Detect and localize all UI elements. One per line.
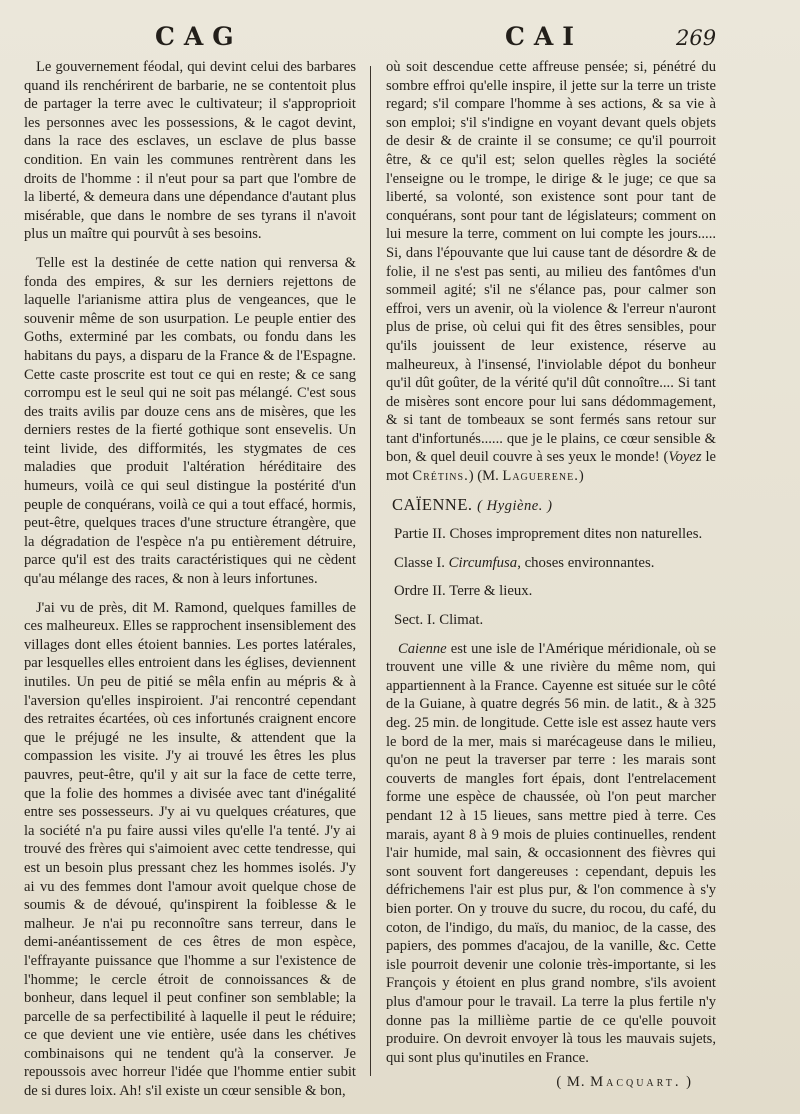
- entry-subject: ( Hygiène. ): [477, 497, 553, 514]
- classe-latin: Circumfusa: [448, 554, 518, 571]
- column-divider: [370, 66, 371, 1076]
- author-signature: [386, 1073, 716, 1092]
- paragraph-cayenne: [386, 640, 716, 1068]
- entry-title: CAÏENNE.: [392, 494, 473, 514]
- paragraph-feudal-government: Le gouvernement féodal, qui devint celui des barbares quand ils renchérirent de barbarie, ne se contentoit plus de partager la terre avec le cultivateur; il s'approprioit les personnes avec les possessions, & le cagot devint, dans la race des esclaves, un esclave de plus basse condition. En vain les communes rentrèrent dans les droits de l'homme : il n'eut pour sa part que l'ombre de la liberté, & demeura dans une dépendance d'autant plus misérable, que dans le nombre de ses tyrans il n'avoit plus un maître qui pourvût à ses besoins.: [24, 59, 356, 243]
- running-head-right: CAI: [505, 22, 583, 51]
- author-close: ): [681, 1074, 692, 1091]
- classe-prefix: Classe I.: [394, 554, 449, 571]
- cayenne-description: est une isle de l'Amérique méridionale, où se trouvent une ville & une rivière du même nom, qui appartiennent à la France. Cayenne est située sur le côté de la Guiane, à quatre degrés 56 min. de latit., & à 325 deg. 25 min. de longitude. Cette isle est assez haute vers le bord de la mer, mais si marécageuse dans le milieu, qu'on ne peut la traverser par terre : les marais sont couverts de mangles fort épais, dont l'entrelacement forme une espèce de chaussée, où l'on peut marcher pendant 12 à 15 lieues, sans mettre pied à terre. Ces marais, ayant 8 à 9 mois de pluies continuelles, rendent l'air humide, mal sain, & occasionnent des fièvres qui sont souvent fort dangereuses : cependant, depuis les défrichemens l'air est plus pur, & l'on commence à s'y bien porter. On y trouve du sucre, du rocou, du café, du coton, de l'indigo, du maïs, du manioc, de la casse, des papiers, des pommes d'acajou, de la vanille, &c. Cette isle pourroit devenir une colonie très-importante, si les François y étoient en plus grand nombre, s'ils avoient plus d'amour pour le travail. La terre la plus fertile n'y donne pas la millième partie de ce qu'elle pouvoit produire. On devroit envoyer là tous les mauvais sujets, qui sont plus qu'inutiles en France.: [386, 640, 716, 1066]
- cross-reference-term: Crétins.: [412, 468, 469, 485]
- author-macquart: Macquart.: [590, 1074, 682, 1091]
- paragraph-gothic-nation: Telle est la destinée de cette nation qui renversa & fonda des empires, & sur les derniers rejettons de laquelle l'arianisme attira plus de vengeances, que le souvenir même de son usurpation. Le peuple entier des Goths, exterminé par les combats, ou fondu dans les habitans du pays, a disparu de la France & de l'Espagne. Cette caste proscrite est tout ce qui en reste; & ce sang corrompu est le seul qui ne soit pas mélangé. C'est sous des traits avilis par douze cens ans de misères, que les derniers restes de la fierté gothique sont ensevelis. Un teint livide, des difformités, les stygmates de ces maladies que produit l'altération héréditaire des humeurs, voilà ce qui seul distingue la postérité d'un peuple de conquérans, voilà ce qui a tout effacé, hormis, peut-être, quelques traces d'une structure étrangère, que la dégradation de l'espèce n'a pu entièrement détruire, parce qu'il est des traits caractéristiques qui ne cèdent qu'au mélange des races, & non à leurs infortunes.: [24, 254, 356, 588]
- author-laguerene: Laguerene.: [502, 468, 579, 485]
- author-suffix: ): [578, 468, 584, 485]
- partie-heading: Partie II. Choses improprement dites non naturelles.: [394, 526, 703, 543]
- entry-heading: [392, 496, 716, 516]
- page-number: 269: [676, 26, 717, 50]
- cayenne-term: Caienne: [398, 640, 447, 657]
- classe-suffix: , choses environnantes.: [517, 554, 655, 571]
- ordre-heading: Ordre II. Terre & lieux.: [394, 583, 533, 600]
- continuation-text: où soit descendue cette affreuse pensée; si, pénétré du sombre effroi qu'elle inspire, il jette sur la terre un triste regard; s'il compare l'homme à ses actions, & sa vie à son emploi; s'il s'indigne en voyant devant quels objets de desir & de crainte il se consume; ce qu'il pourroit être, & ce qu'il est; selon quelles règles la société l'enseigne ou le trompe, le dirige & le juge; ce que sa liberté, sa volonté, son existence sont pour tant de conquérans, sont pour tant de législateurs; comment on lui mesure la terre, comment on lui compte les jours..... Si, dans l'épouvante que lui cause tant de désordre & de folie, il ne s'est pas senti, au milieu des fantômes d'un sommeil agité; s'il ne s'élance pas, pour calmer son effroi, vers un avenir, où la violence & l'erreur n'auront plus de prise, où celui qui fit des êtres sensibles, pour qu'ils jouissent de leur existence, réserve au malheureux, à l'insensé, l'inviolable dépot du bonheur qu'il dût goûter, de la vérité qu'il dût connoître.... Si tant de misères sont encore pour lui sans dédommagement, & si tant de tombeaux se sont fermés sans retour sur tant d'infortunés...... que je le plains, ce cœur sensible & bon, & quel deuil couvre à ses yeux le monde! (: [386, 59, 716, 466]
- classe-heading: [394, 554, 716, 573]
- author-open: ( M.: [556, 1074, 591, 1091]
- left-column: [24, 58, 356, 1101]
- paragraph-continuation: [386, 58, 716, 486]
- cross-reference-link-text: le mot: [386, 449, 716, 485]
- paragraph-ramond-account: J'ai vu de près, dit M. Ramond, quelques familles de ces malheureux. Elles se rapprochent insensiblement des villages dont elles étoient bannies. Les portes latérales, par lesquelles elles entroient dans les églises, deviennent inutiles. Un peu de pitié se mêla enfin au mépris & à l'aversion qu'elles inspiroient. J'ai rencontré cependant des retraites écartées, où ces infortunés craignent encore que le préjugé ne les insulte, & attendent que la compassion les visite. J'y ai trouvé les êtres les plus pauvres, peut-être, qu'il y ait sur la face de cette terre, que la folie des hommes a divisée avec tant d'inégalité entre ses possesseurs. J'y ai vu quelques créatures, que la société n'a pu faire aussi viles qu'elle l'a tenté. J'y ai trouvé des frères qui s'aimoient avec cette tendresse, qui est un besoin plus pressant chez les hommes isolés. J'y ai vu des femmes dont l'amour avoit quelque chose de soumis & de dévoué, qu'inspirent la foiblesse & le malheur. Je n'ai pu reconnoître sans terreur, dans le demi-anéantissement de ces êtres de mon espèce, l'effrayante puissance que l'homme a sur l'existence de l'homme; le cercle étroit de connoissances & de bonheur, dans lequel il peut confiner son semblable; la parcelle de sa perfectibilité à laquelle il peut le réduire; ce que devient une vie entière, usée dans les chétives combinaisons qui ne tendent qu'à la conserver. Je repoussois avec horreur l'idée que l'homme entier subit de si dures loix. Ah! s'il existe un cœur sensible & bon,: [24, 599, 356, 1100]
- section-heading: Sect. I. Climat.: [394, 612, 484, 629]
- running-head-left: CAG: [155, 22, 243, 51]
- author-prefix: ) (M.: [468, 468, 503, 485]
- right-column: [386, 58, 716, 1092]
- running-header: [0, 22, 800, 56]
- cross-reference-voyez: Voyez: [668, 449, 702, 466]
